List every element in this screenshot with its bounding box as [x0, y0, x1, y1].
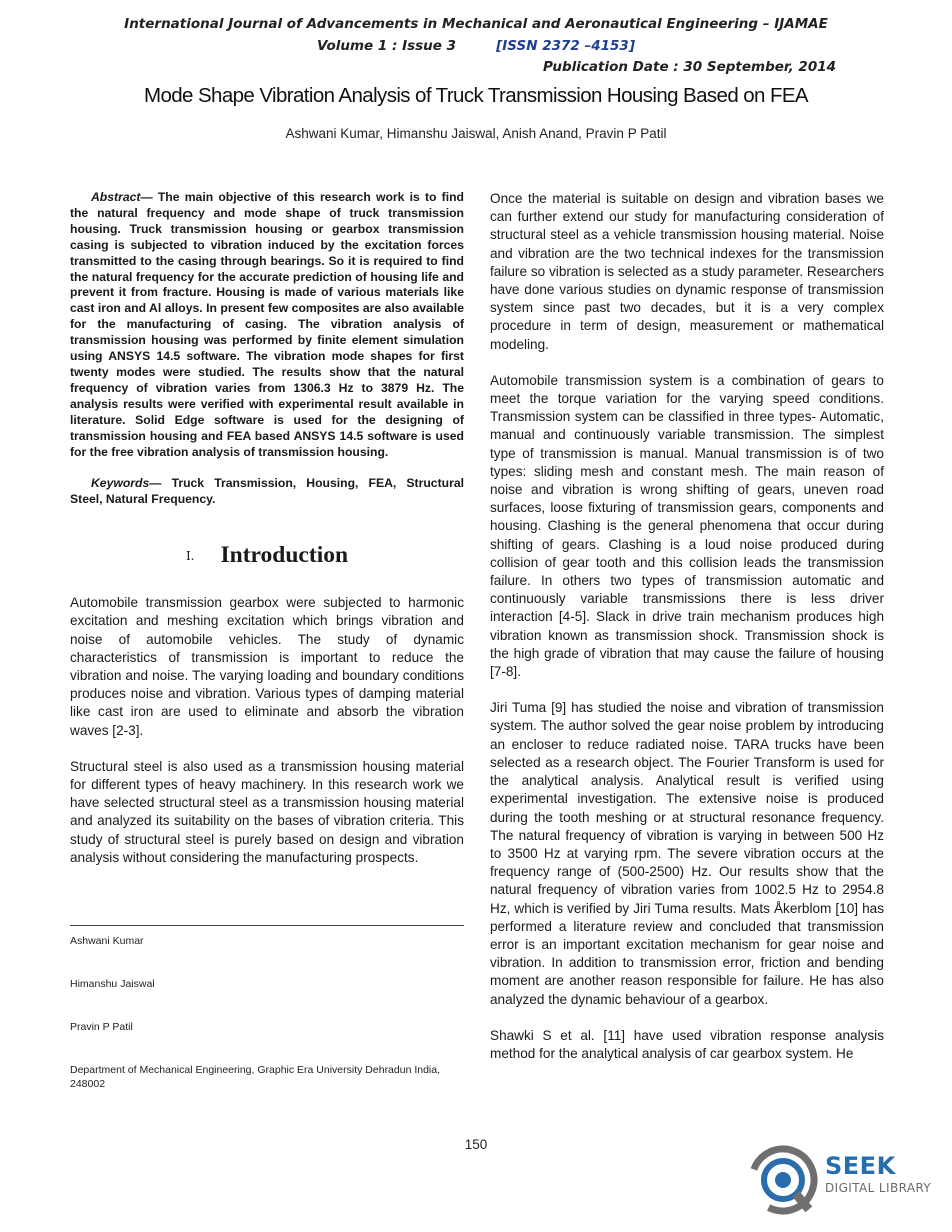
- section-title: Introduction: [220, 542, 349, 569]
- body-paragraph: Automobile transmission gearbox were subjected to harmonic excitation and meshing excitation which brings vibration and noise of automobile vehicles. The study of dynamic characteristics of transmission is important to reduce the vibration and noise. The varying loading and boundary conditions produces noise and vibration. Various types of damping material like cast iron are used to eliminate and absorb the vibration waves [2-3].: [70, 595, 464, 738]
- abstract-dash: —: [140, 190, 158, 204]
- publication-date: Publication Date : 30 September, 2014: [542, 59, 836, 75]
- footnote-author: Pravin P Patil: [70, 1021, 133, 1033]
- page-number: 150: [464, 1137, 488, 1152]
- section-number: I.: [185, 549, 195, 564]
- body-paragraph: Structural steel is also used as a transmission housing material for different types of heavy machinery. In this research work we have selected structural steel as a transmission housing material and analyzed its suitability on the bases of vibration criteria. This study of structural steel is purely based on design and vibration analysis without considering the manufacturing prospects.: [70, 758, 464, 865]
- keywords-text: Truck Transmission, Housing, FEA, Structural Steel, Natural Frequency.: [70, 476, 464, 507]
- footnote-affiliation: Department of Mechanical Engineering, Graphic Era University Dehradun India, 248002: [70, 1064, 441, 1090]
- body-paragraph: Automobile transmission system is a combination of gears to meet the torque variation for the varying speed conditions. Transmission system can be classified in three types- Automatic, manual and continuously variable transmission. The simplest type of transmission is manual. Manual transmission is of two types: sliding mesh and constant mesh. The main reason of noise and vibration is wrong shifting of gears, uneven road surfaces, loose fixturing of transmission gears, components and housing. Clashing is the general phenomena that occur during shifting of gears. Clashing is a loud noise produced during collision of gear tooth and this collision leads the transmission failure. In others two types of transmission automatic and continuously variable transmissions there is less driver interaction [4-5]. Slack in drive train mechanism produces high vibration known as transmission shock. Transmission shock is the high grade of vibration that may cause the failure of housing [7-8].: [490, 372, 884, 680]
- logo-wordmark: SEEK: [825, 1152, 896, 1180]
- keywords: [70, 476, 464, 508]
- body-paragraph: Shawki S et al. [11] have used vibration response analysis method for the analytical analysis of car gearbox system. He: [490, 1027, 884, 1061]
- abstract: [70, 190, 464, 460]
- journal-volume: Volume 1 : Issue 3: [317, 38, 457, 54]
- section-heading: [70, 542, 464, 568]
- body-paragraph: Jiri Tuma [9] has studied the noise and vibration of transmission system. The author solved the gear noise problem by introducing an encloser to reduce radiated noise. TARA trucks have been selected as a research object. The Fourier Transform is used for the analytical analysis. Analytical result is verified using experimental investigation. The extensive noise is produced during the tooth meshing or at structural resonance frequency. The natural frequency of vibration is varying in between 500 Hz to 3500 Hz at varying rpm. The severe vibration occurs at the frequency range of (500-2500) Hz. Our results show that the natural frequency of vibration varies from 1002.5 Hz to 2954.8 Hz, which is verified by Jiri Tuma results. Mats Åkerblom [10] has performed a literature review and concluded that transmission error is an important excitation mechanism for gear noise and vibration. In addition to transmission error, friction and bending moment are another reason responsible for failure. He has also analyzed the dynamic behaviour of a gearbox.: [490, 700, 884, 1007]
- right-column: [490, 190, 884, 1081]
- seek-digital-library-logo: [746, 1140, 936, 1220]
- keywords-dash: —: [149, 476, 172, 491]
- paper-authors: Ashwani Kumar, Himanshu Jaiswal, Anish Anand, Pravin P Patil: [285, 126, 667, 141]
- left-column: [70, 190, 464, 885]
- abstract-label: Abstract: [91, 190, 141, 204]
- logo-subtitle: DIGITAL LIBRARY: [825, 1181, 932, 1195]
- paper-title: Mode Shape Vibration Analysis of Truck Transmission Housing Based on FEA: [143, 84, 809, 107]
- footnote-author: Ashwani Kumar: [70, 935, 144, 947]
- footnote-divider: [70, 925, 464, 926]
- journal-volume-line: [0, 38, 952, 54]
- keywords-label: Keywords: [91, 476, 150, 491]
- seek-logo-icon: [746, 1140, 822, 1220]
- body-paragraph: Once the material is suitable on design and vibration bases we can further extend our study for manufacturing consideration of structural steel as a vehicle transmission housing material. Noise and vibration are the two technical indexes for the transmission failure so vibration is selected as a study parameter. Researchers have done various studies on dynamic response of transmission system since past two decades, but it is a very complex procedure in term of design, measurement or mathematical modeling.: [490, 191, 884, 352]
- journal-issn: [ISSN 2372 –4153]: [496, 38, 635, 54]
- abstract-text: The main objective of this research work is to find the natural frequency and mode shape of truck transmission housing. Truck transmission housing or gearbox transmission casing is subjected to vibration induced by the excitation forces transmitted to the casing through bearings. So it is required to find the natural frequency for the accurate prediction of housing life and prevent it from fracture. Housing is made of various materials like cast iron and Al alloys. In present few composites are also available for the manufacturing of casing. The vibration analysis of transmission housing was performed by finite element simulation using ANSYS 14.5 software. The vibration mode shapes for first twenty modes were studied. The results show that the natural frequency of vibration varies from 1306.3 Hz to 3879 Hz. The analysis results were verified with experimental result available in literature. Solid Edge software is used for the designing of transmission housing and FEA based ANSYS 14.5 software is used for the free vibration analysis of transmission housing.: [70, 190, 464, 459]
- footnote-author: Himanshu Jaiswal: [70, 978, 155, 990]
- journal-title-line: International Journal of Advancements in Mechanical and Aeronautical Engineering – IJAMAE: [124, 16, 828, 32]
